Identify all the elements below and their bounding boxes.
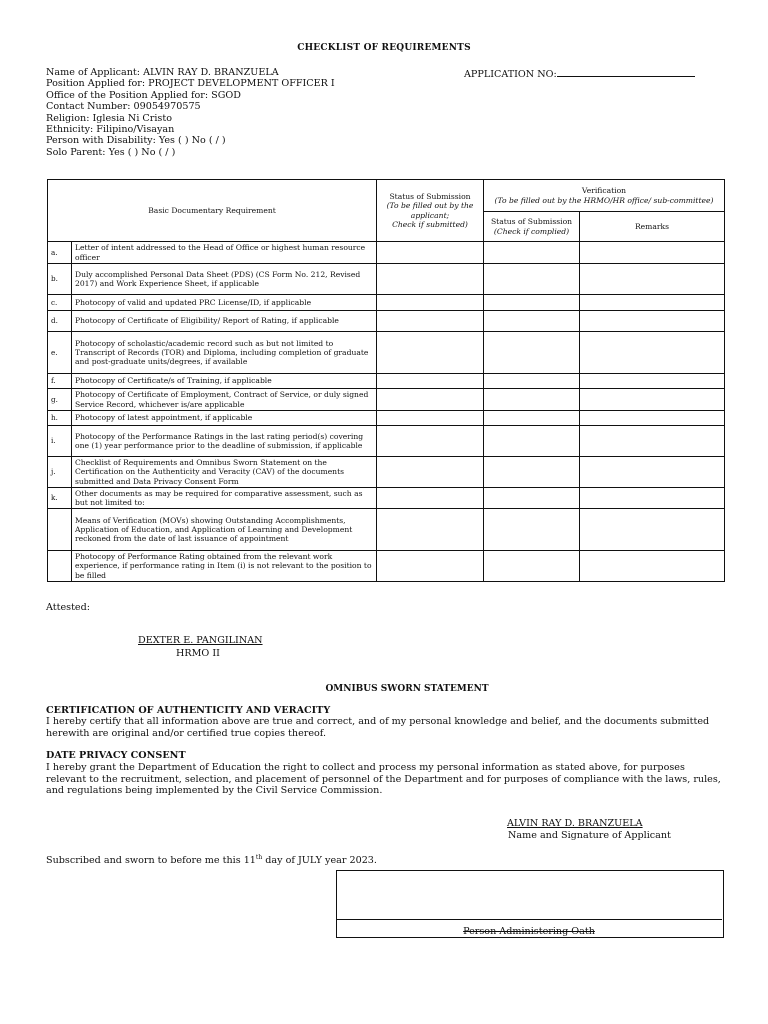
header-ver-status-note: (Check if complied) (493, 226, 570, 236)
row-verification-cell (484, 332, 580, 374)
table-row (48, 374, 725, 389)
table-row (48, 332, 725, 374)
header-status-note: (To be filled out by the applicant; (386, 201, 474, 220)
header-verification-note: (To be filled out by the HRMO/HR office/ sub-committee) (494, 195, 714, 205)
header-verification (484, 180, 725, 212)
row-status-cell (377, 332, 484, 374)
position-applied: Position Applied for: PROJECT DEVELOPMENT OFFICER I (46, 78, 335, 90)
row-verification-cell (484, 457, 580, 488)
row-letter: c. (48, 295, 72, 311)
requirements-body (48, 242, 725, 582)
sworn-suffix: day of JULY year 2023. (262, 855, 377, 867)
oath-signature-line (336, 919, 722, 920)
row-status-cell (377, 389, 484, 411)
religion: Religion: Iglesia Ni Cristo (46, 112, 172, 124)
row-letter: i. (48, 426, 72, 457)
header-verification-title: Verification (581, 186, 627, 196)
row-letter: k. (48, 488, 72, 509)
row-status-cell (377, 242, 484, 264)
table-row (48, 426, 725, 457)
omnibus-title: OMNIBUS SWORN STATEMENT (325, 684, 489, 694)
row-remarks-cell (580, 374, 725, 389)
row-letter: h. (48, 411, 72, 426)
row-remarks-cell (580, 295, 725, 311)
row-letter: d. (48, 311, 72, 332)
row-letter: f. (48, 374, 72, 389)
row-letter: j. (48, 457, 72, 488)
row-requirement: Checklist of Requirements and Omnibus Sworn Statement on the Certification on the Authenticity and Veracity (CAV) of the documents submitted and Data Privacy Consent Form (72, 457, 377, 488)
sworn-prefix: Subscribed and sworn to before me this 11 (46, 855, 256, 867)
privacy-text: I hereby grant the Department of Education the right to collect and process my personal information as stated above, for purposes relevant to the recruitment, selection, and placement of personnel of the Department and for purposes of compliance with the laws, rules, and regulations being implemented by the Civil Service Commission. (46, 762, 721, 797)
attested-label: Attested: (46, 602, 90, 613)
row-letter: a. (48, 242, 72, 264)
application-number (464, 67, 695, 80)
row-remarks-cell (580, 411, 725, 426)
hrmo-name: DEXTER E. PANGILINAN (138, 635, 263, 646)
row-verification-cell (484, 509, 580, 551)
row-status-cell (377, 264, 484, 295)
requirements-table (47, 179, 725, 582)
table-row (48, 389, 725, 411)
row-requirement: Photocopy of valid and updated PRC License/ID, if applicable (72, 295, 377, 311)
row-status-cell (377, 426, 484, 457)
row-letter: e. (48, 332, 72, 374)
row-remarks-cell (580, 389, 725, 411)
solo-parent: Solo Parent: Yes ( ) No ( / ) (46, 146, 176, 158)
row-letter (48, 509, 72, 551)
page-title: CHECKLIST OF REQUIREMENTS (297, 43, 471, 53)
header-status-submission (377, 180, 484, 242)
application-number-blank (557, 67, 695, 77)
row-remarks-cell (580, 457, 725, 488)
row-letter (48, 551, 72, 582)
office-applied: Office of the Position Applied for: SGOD (46, 89, 241, 101)
header-status-title: Status of Submission (389, 192, 471, 202)
row-remarks-cell (580, 488, 725, 509)
row-verification-cell (484, 295, 580, 311)
row-remarks-cell (580, 332, 725, 374)
header-basic-requirement: Basic Documentary Requirement (48, 180, 377, 242)
disability: Person with Disability: Yes ( ) No ( / ) (46, 135, 226, 147)
ethnicity: Ethnicity: Filipino/Visayan (46, 124, 175, 136)
row-status-cell (377, 411, 484, 426)
applicant-signature-name: ALVIN RAY D. BRANZUELA (507, 818, 643, 829)
row-requirement: Photocopy of Certificate of Employment, Contract of Service, or duly signed Service Record, whichever is/are applicable (72, 389, 377, 411)
sworn-sup: th (255, 854, 263, 861)
row-remarks-cell (580, 551, 725, 582)
sworn-statement (46, 854, 377, 866)
row-verification-cell (484, 551, 580, 582)
row-status-cell (377, 551, 484, 582)
row-remarks-cell (580, 264, 725, 295)
contact-number: Contact Number: 09054970575 (46, 101, 201, 113)
row-verification-cell (484, 242, 580, 264)
row-requirement: Photocopy of scholastic/academic record such as but not limited to Transcript of Records (TOR) and Diploma, including completion of graduate and post-graduate units/degrees, if available (72, 332, 377, 374)
row-status-cell (377, 488, 484, 509)
applicant-name: Name of Applicant: ALVIN RAY D. BRANZUELA (46, 67, 279, 78)
table-header-row (48, 180, 725, 212)
row-verification-cell (484, 488, 580, 509)
application-number-label: APPLICATION NO: (464, 69, 557, 80)
row-status-cell (377, 509, 484, 551)
header-ver-status-title: Status of Submission (490, 217, 573, 227)
table-row (48, 264, 725, 295)
applicant-signature-label: Name and Signature of Applicant (508, 830, 671, 841)
row-status-cell (377, 457, 484, 488)
row-requirement: Photocopy of the Performance Ratings in the last rating period(s) covering one (1) year performance prior to the deadline of submission, if applicable (72, 426, 377, 457)
row-remarks-cell (580, 311, 725, 332)
certification-heading: CERTIFICATION OF AUTHENTICITY AND VERACITY (46, 705, 331, 716)
row-verification-cell (484, 389, 580, 411)
row-verification-cell (484, 411, 580, 426)
certification-text: I hereby certify that all information above are true and correct, and of my personal knowledge and belief, and the documents submitted herewith are original and/or certified true copies thereof. (46, 716, 710, 739)
oath-label: Person Administering Oath (463, 926, 595, 937)
table-row (48, 311, 725, 332)
table-row (48, 509, 725, 551)
row-remarks-cell (580, 242, 725, 264)
row-remarks-cell (580, 426, 725, 457)
header-verification-status (484, 212, 580, 242)
row-requirement: Means of Verification (MOVs) showing Outstanding Accomplishments, Application of Education, and Application of Learning and Development reckoned from the date of last issuance of appointment (72, 509, 377, 551)
row-status-cell (377, 311, 484, 332)
row-remarks-cell (580, 509, 725, 551)
row-letter: b. (48, 264, 72, 295)
table-row (48, 457, 725, 488)
row-requirement: Other documents as may be required for comparative assessment, such as but not limited to: (72, 488, 377, 509)
table-row (48, 242, 725, 264)
privacy-heading: DATE PRIVACY CONSENT (46, 750, 186, 761)
row-status-cell (377, 295, 484, 311)
row-requirement: Letter of intent addressed to the Head of Office or highest human resource officer (72, 242, 377, 264)
table-row (48, 488, 725, 509)
row-verification-cell (484, 311, 580, 332)
row-requirement: Photocopy of latest appointment, if applicable (72, 411, 377, 426)
row-requirement: Photocopy of Certificate of Eligibility/ Report of Rating, if applicable (72, 311, 377, 332)
row-status-cell (377, 374, 484, 389)
applicant-info (46, 67, 335, 158)
row-verification-cell (484, 374, 580, 389)
row-requirement: Photocopy of Performance Rating obtained from the relevant work experience, if performance rating in Item (i) is not relevant to the position to be filled (72, 551, 377, 582)
row-verification-cell (484, 264, 580, 295)
table-row (48, 551, 725, 582)
header-remarks: Remarks (580, 212, 725, 242)
row-requirement: Duly accomplished Personal Data Sheet (PDS) (CS Form No. 212, Revised 2017) and Work Experience Sheet, if applicable (72, 264, 377, 295)
table-row (48, 295, 725, 311)
row-verification-cell (484, 426, 580, 457)
table-row (48, 411, 725, 426)
hrmo-position: HRMO II (176, 648, 220, 659)
header-status-note-2: Check if submitted) (392, 219, 468, 229)
row-letter: g. (48, 389, 72, 411)
row-requirement: Photocopy of Certificate/s of Training, if applicable (72, 374, 377, 389)
